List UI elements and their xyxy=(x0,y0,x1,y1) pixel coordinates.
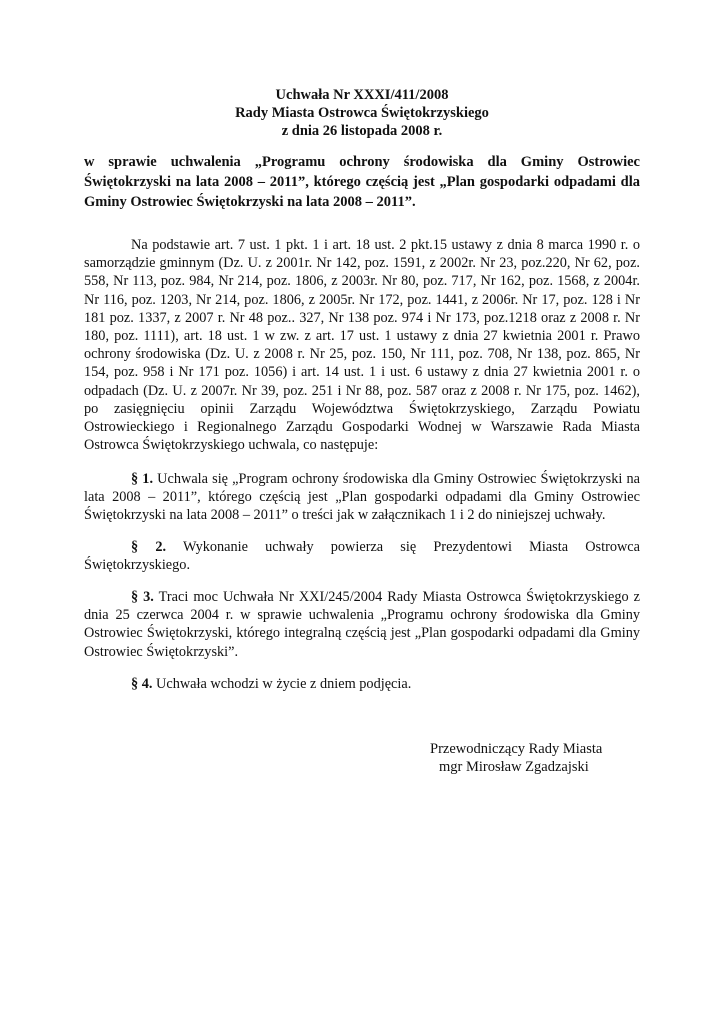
section-3-paragraph xyxy=(84,588,640,661)
section-4-text: Uchwała wchodzi w życie z dniem podjęcia. xyxy=(152,676,412,692)
section-3-text: Traci moc Uchwała Nr XXI/245/2004 Rady Miasta Ostrowca Świętokrzyskiego z dnia 25 czerwca 2004 r. w sprawie uchwalenia „Programu ochrony środowiska dla Gminy Ostrowiec Świętokrzyski, którego integralną częścią jest „Plan gospodarki odpadami dla Gminy Ostrowiec Świętokrzyski”. xyxy=(84,589,640,660)
section-4-paragraph xyxy=(84,675,640,693)
resolution-header xyxy=(0,86,724,140)
section-1-paragraph xyxy=(84,470,640,525)
signature-block xyxy=(430,740,602,776)
section-2-paragraph xyxy=(84,538,640,574)
section-2-text: Wykonanie uchwały powierza się Prezydentowi Miasta Ostrowca Świętokrzyskiego. xyxy=(84,539,640,574)
section-2-mark: § 2. xyxy=(131,539,167,555)
resolution-subject: w sprawie uchwalenia „Programu ochrony środowiska dla Gminy Ostrowiec Świętokrzyski na lata 2008 – 2011”, którego częścią jest „Plan gospodarki odpadami dla Gminy Ostrowiec Świętokrzyski na lata 2008 – 2011”. xyxy=(84,154,640,210)
section-1-text: Uchwala się „Program ochrony środowiska dla Gminy Ostrowiec Świętokrzyski na lata 2008 – 2011”, którego częścią jest „Plan gospodarki odpadami dla Gminy Ostrowiec Świętokrzyski na lata 2008 – 2011” o treści jak w załącznikach 1 i 2 do niniejszej uchwały. xyxy=(84,471,640,524)
legal-basis-paragraph: Na podstawie art. 7 ust. 1 pkt. 1 i art. 18 ust. 2 pkt.15 ustawy z dnia 8 marca 1990 r. o samorządzie gminnym (Dz. U. z 2001r. Nr 142, poz. 1591, z 2002r. Nr 23, poz.220, Nr 62, poz. 558, Nr 113, poz. 984, Nr 214, poz. 1806, z 2003r. Nr 80, poz. 717, Nr 162, poz. 1568, z 2004r. Nr 116, poz. 1203, Nr 214, poz. 1806, z 2005r. Nr 172, poz. 1441, z 2006r. Nr 17, poz. 128 i Nr 181 poz. 1337, z 2007 r. Nr 48 poz.. 327, Nr 138 poz. 974 i Nr 173, poz.1218 oraz z 2008 r. Nr 180, poz. 1111), art. 18 ust. 1 w zw. z art. 17 ust. 1 ustawy z dnia 27 kwietnia 2001 r. Prawo ochrony środowiska (Dz. U. z 2008 r. Nr 25, poz. 150, Nr 111, poz. 708, Nr 138, poz. 865, Nr 154, poz. 958 i Nr 171 poz. 1056) i art. 14 ust. 1 i ust. 6 ustawy z dnia 27 kwietnia 2001 r. o odpadach (Dz. U. z 2007r. Nr 39, poz. 251 i Nr 88, poz. 587 oraz z 2008 r. Nr 175, poz. 1462), po zasięgnięciu opinii Zarządu Województwa Świętokrzyskiego, Zarządu Powiatu Ostrowieckiego i Regionalnego Zarządu Gospodarki Wodnej w Warszawie Rada Miasta Ostrowca Świętokrzyskiego uchwala, co następuje: xyxy=(84,237,640,454)
section-4-mark: § 4. xyxy=(131,676,153,692)
section-1-mark: § 1. xyxy=(131,471,154,487)
resolution-number: Uchwała Nr XXXI/411/2008 xyxy=(275,87,449,103)
resolution-council: Rady Miasta Ostrowca Świętokrzyskiego xyxy=(235,105,489,121)
signature-name: mgr Mirosław Zgadzajski xyxy=(439,759,589,775)
signature-title: Przewodniczący Rady Miasta xyxy=(430,741,603,757)
section-3-mark: § 3. xyxy=(131,589,154,605)
resolution-date: z dnia 26 listopada 2008 r. xyxy=(281,123,443,139)
